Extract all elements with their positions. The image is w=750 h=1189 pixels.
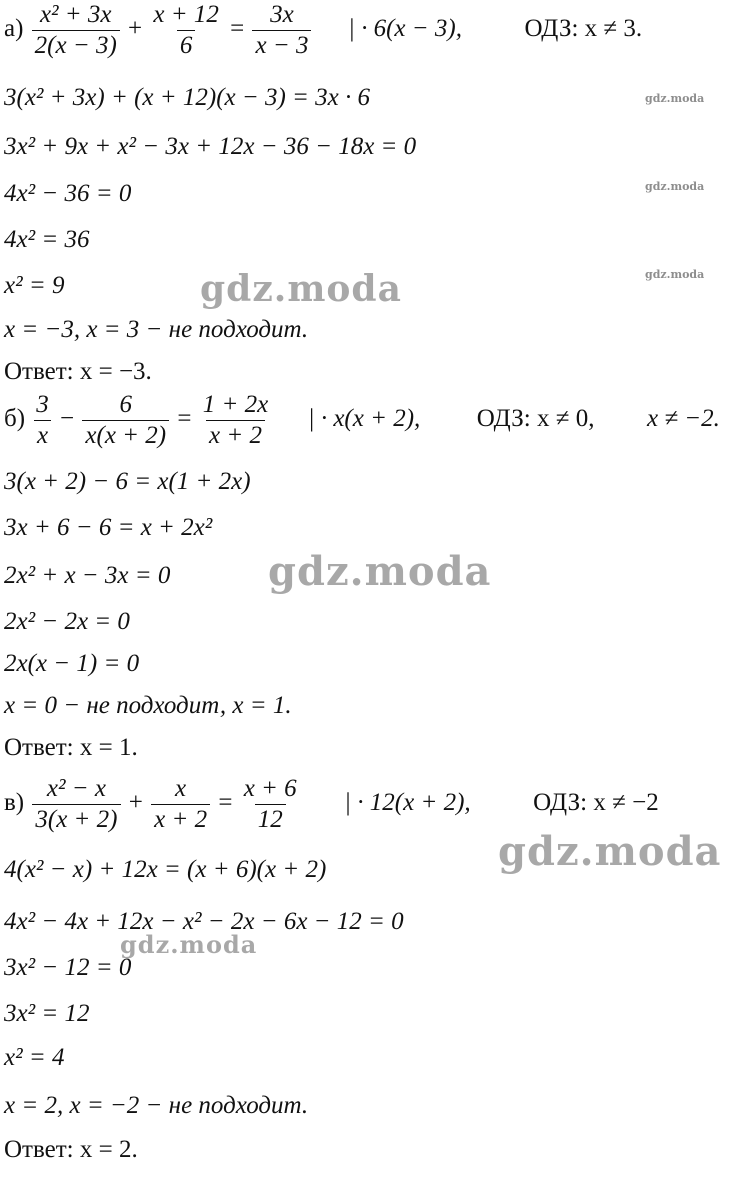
part-v-step-3: 3x² − 12 = 0 [4, 954, 132, 981]
part-a-odz: ОДЗ: x ≠ 3. [524, 15, 643, 43]
part-b-step-2: 3x + 6 − 6 = x + 2x² [4, 514, 213, 541]
part-b-fraction-3: $\frac{1 + 2x}{x + 2}$ [202, 391, 269, 449]
part-a-fraction-1: $\frac{\text{x² + 3x}}{2(x - 3)}$ [32, 2, 120, 59]
part-b-fraction-2: $\frac{6}{x(x + 2)}$ [82, 392, 169, 449]
watermark-small-1: gdz.moda [645, 92, 705, 105]
part-a-fraction-2: $\frac{x + 12}{6}$ [153, 1, 219, 59]
part-a-answer: Ответ: x = −3. [4, 358, 152, 385]
part-a-step-2: 3x² + 9x + x² − 3x + 12x − 36 − 18x = 0 [4, 133, 417, 160]
part-a-step-1: 3(x² + 3x) + (x + 12)(x − 3) = 3x · 6 [4, 84, 371, 111]
part-a-multiplier: | · 6(x − 3), [347, 15, 462, 43]
part-v-fraction-2: $\frac{x}{x + 2}$ [151, 776, 210, 833]
part-v-answer: Ответ: x = 2. [4, 1136, 138, 1163]
part-v-step-6: x = 2, x = −2 − не подходит. [4, 1092, 309, 1119]
part-a-equation: а) $\frac{\text{x² + 3x}}{2(x - 3)}$ + $\frac{x + 12}{6}$ = $\frac{3x}{x - 3}$ | · 6(x − 3), ОДЗ: x ≠ 3. [4, 1, 643, 59]
part-v-multiplier: | · 12(x + 2), [344, 789, 471, 817]
part-v-fraction-1: $\frac{\text{x² − x}}{3(x + 2)}$ [32, 776, 120, 833]
watermark-large-1: gdz.moda [200, 268, 402, 310]
part-b-odz-2: x ≠ −2. [646, 405, 720, 433]
watermark-large-2: gdz.moda [268, 548, 492, 595]
part-v-step-2: 4x² − 4x + 12x − x² − 2x − 6x − 12 = 0 [4, 908, 404, 935]
part-b-step-4: 2x² − 2x = 0 [4, 608, 130, 635]
watermark-large-3: gdz.moda [498, 828, 722, 875]
part-b-answer: Ответ: x = 1. [4, 734, 138, 761]
part-v-step-4: 3x² = 12 [4, 1000, 90, 1027]
part-b-equation: б) $\frac{3}{x}$ − $\frac{6}{x(x + 2)}$ = $\frac{1 + 2x}{x + 2}$ | · x(x + 2), ОДЗ: x ≠ 0, x ≠ −2. [4, 391, 720, 449]
watermark-medium-4: gdz.moda [120, 930, 258, 959]
part-b-step-5: 2x(x − 1) = 0 [4, 650, 140, 677]
part-v-equation: в) $\frac{\text{x² − x}}{3(x + 2)}$ + $\frac{x}{x + 2}$ = $\frac{x + 6}{12}$ | · 12(x + 2), ОДЗ: x ≠ −2 [4, 775, 659, 833]
part-v-fraction-3: $\frac{x + 6}{12}$ [243, 775, 297, 833]
part-b-label: б) [4, 405, 26, 433]
part-a-step-4: 4x² = 36 [4, 226, 90, 253]
part-v-odz: ОДЗ: x ≠ −2 [533, 789, 659, 817]
part-v-step-1: 4(x² − x) + 12x = (x + 6)(x + 2) [4, 856, 327, 883]
part-b-step-1: 3(x + 2) − 6 = x(1 + 2x) [4, 468, 251, 495]
part-v-label: в) [4, 789, 25, 817]
part-a-step-5: x² = 9 [4, 272, 65, 299]
part-a-label: а) [4, 15, 24, 43]
part-b-step-6: x = 0 − не подходит, x = 1. [4, 692, 292, 719]
part-b-multiplier: | · x(x + 2), [307, 405, 421, 433]
part-b-odz: ОДЗ: x ≠ 0, [476, 405, 595, 433]
watermark-small-3: gdz.moda [645, 268, 705, 281]
watermark-small-2: gdz.moda [645, 180, 705, 193]
part-b-fraction-1: $\frac{3}{x}$ [33, 392, 52, 449]
part-a-fraction-3: $\frac{3x}{x - 3}$ [252, 2, 311, 59]
part-b-step-3: 2x² + x − 3x = 0 [4, 562, 171, 589]
part-a-step-6: x = −3, x = 3 − не подходит. [4, 316, 309, 343]
part-a-step-3: 4x² − 36 = 0 [4, 180, 132, 207]
part-v-step-5: x² = 4 [4, 1044, 65, 1071]
